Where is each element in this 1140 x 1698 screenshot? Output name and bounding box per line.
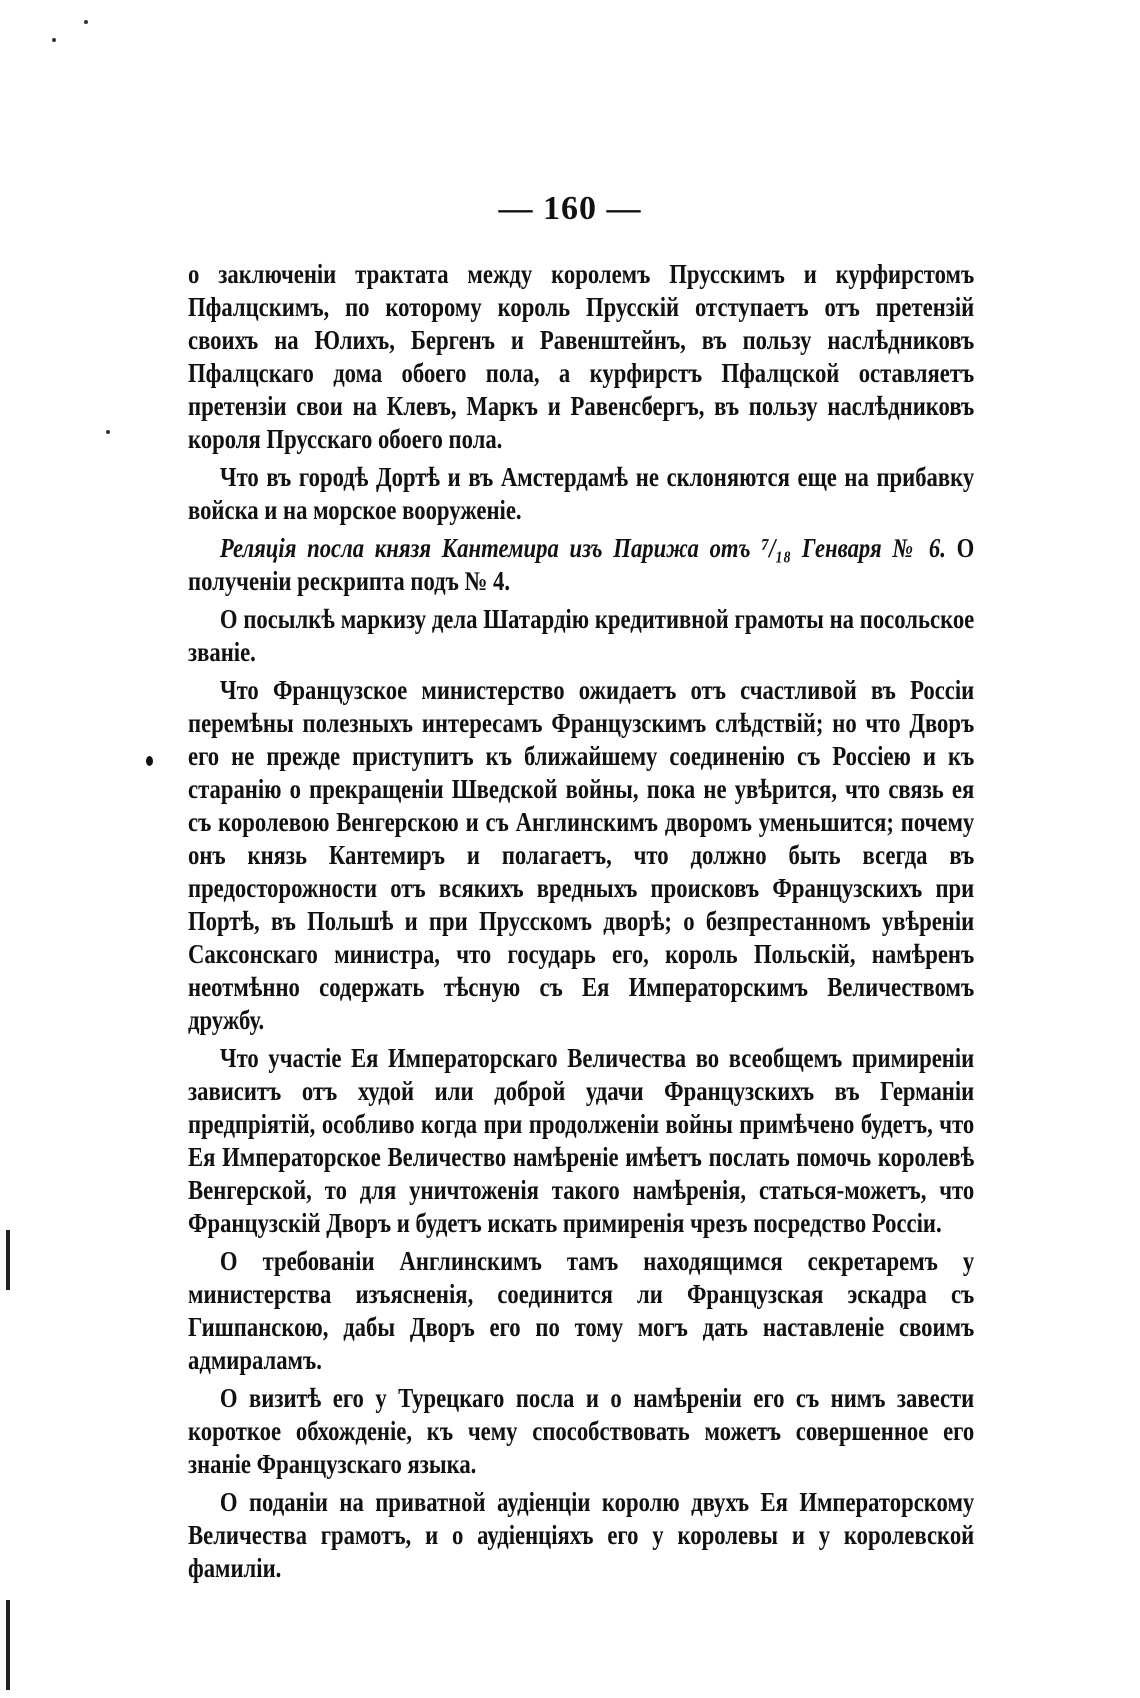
paragraph-8: О визитѣ его у Турецкаго посла и о намѣреніи его съ нимъ завести короткое обхожденіе, къ чему способствовать можетъ совершенное его знаніе Французскаго языка. [188,1383,975,1479]
paragraph-7: О требованіи Англинскимъ тамъ находящимся секретаремъ у министерства изъясненія, соединится ли Французская эскадра съ Гишпанскою, дабы Дворъ его по тому могъ дать наставленіе своимъ адмираламъ. [188,1246,975,1375]
paragraph-1: о заключеніи трактата между королемъ Прусскимъ и курфирстомъ Пфалцскимъ, по которому король Прусскій отступаетъ отъ претензій своихъ на Юлихъ, Бергенъ и Равенштейнъ, въ пользу наслѣдниковъ Пфалцскаго дома обоего пола, а курфирстъ Пфалцской оставляетъ претензіи свои на Клевъ, Маркъ и Равенсбергъ, въ пользу наслѣдниковъ короля Прусскаго обоего пола. [188,259,975,454]
scan-edge-mark [6,1600,10,1690]
paragraph-9: О поданіи на приватной аудіенціи королю двухъ Ея Императорскому Величества грамотъ, и о аудіенціяхъ его у королевы и у королевской фамиліи. [188,1487,975,1583]
scan-speck [84,20,88,24]
paragraph-2: Что въ городѣ Дортѣ и въ Амстердамѣ не склоняются еще на прибавку войска и на морское вооруженіе. [188,462,975,525]
paragraph-3 [188,532,974,598]
relation-subject: О полученіи рескрипта подъ № 4. [188,533,975,596]
scan-edge-mark [6,1230,10,1290]
margin-bullet-mark [146,756,153,766]
page-number: — 160 — [498,190,642,227]
scan-speck [52,38,56,42]
relation-heading: Реляція посла князя Кантемира изъ Парижа отъ ⁷/₁₈ Генваря № 6. [219,533,946,563]
scan-speck [106,430,110,434]
paragraph-6: Что участіе Ея Императорскаго Величества во всеобщемъ примиреніи зависитъ отъ худой или доброй удачи Французскихъ въ Германіи предпріятій, особливо когда при продолженіи войны примѣчено будетъ, что Ея Императорское Величество намѣреніе имѣетъ послать помочь королевѣ Венгерской, то для уничтоженія такого намѣренія, статься-можетъ, что Французскій Дворъ и будетъ искать примиренія чрезъ посредство Россіи. [188,1043,975,1238]
paragraph-5: Что Французское министерство ожидаетъ отъ счастливой въ Россіи перемѣны полезныхъ интересамъ Французскимъ слѣдствій; но что Дворъ его не прежде приступитъ къ ближайшему соединенію съ Россіею и къ старанію о прекращеніи Шведской войны, пока не увѣрится, что связь ея съ королевою Венгерскою и съ Англинскимъ дворомъ уменьшится; почему онъ князь Кантемиръ и полагаетъ, что должно быть всегда въ предосторожности отъ всякихъ вредныхъ происковъ Французскихъ при Портѣ, въ Польшѣ и при Прусскомъ дворѣ; о безпрестанномъ увѣреніи Саксонскаго министра, что государь его, король Польскій, намѣренъ неотмѣнно содержать тѣсную съ Ея Императорскимъ Величествомъ дружбу. [188,675,975,1035]
body-text [188,258,974,1590]
paragraph-4: О посылкѣ маркизу дела Шатардію кредитивной грамоты на посольское званіе. [188,604,975,667]
